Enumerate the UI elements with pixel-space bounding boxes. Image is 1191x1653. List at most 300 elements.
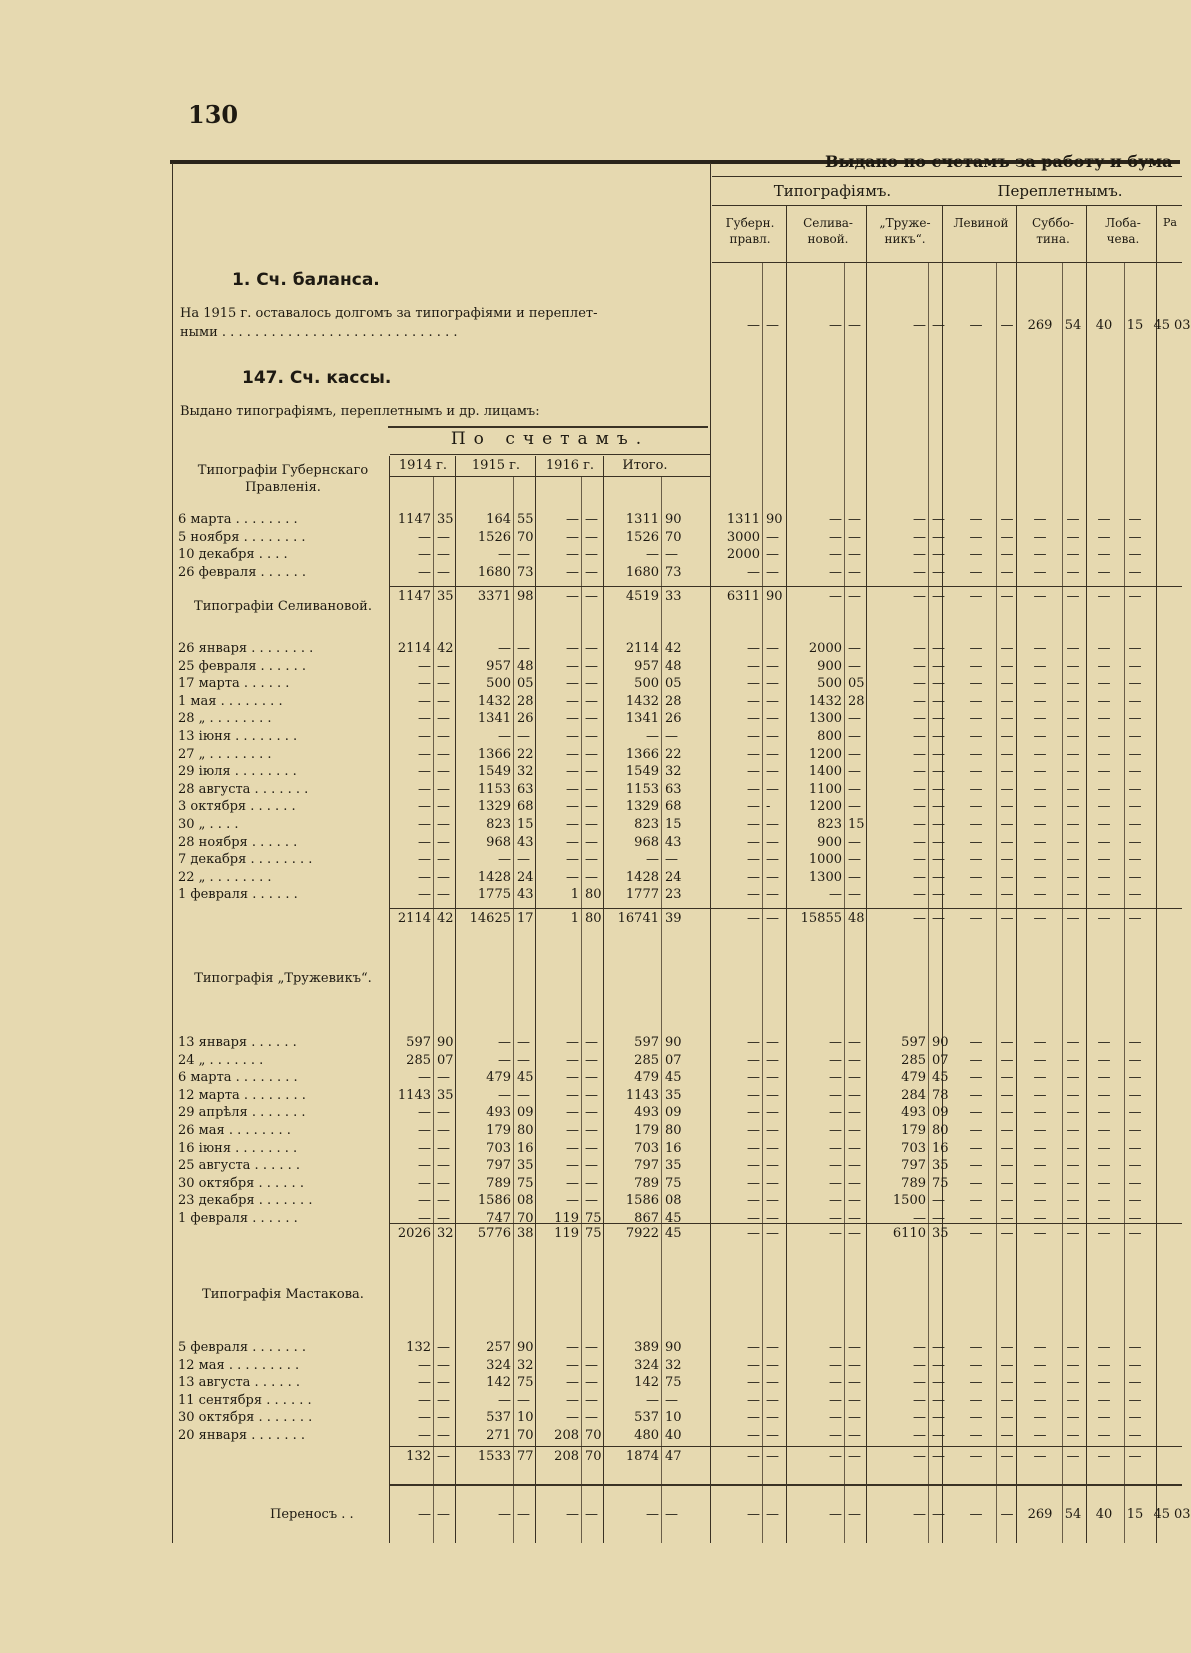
balance-value: 15 <box>1126 318 1144 333</box>
row-value: — <box>932 1428 945 1443</box>
balance-value: — <box>1000 318 1014 333</box>
row-value: — <box>848 1123 861 1138</box>
row-value: — <box>1066 1340 1080 1355</box>
row-value: — <box>747 1375 760 1391</box>
row-value: — <box>766 564 779 580</box>
row-value: — <box>1000 1375 1014 1391</box>
row-value: — <box>1033 852 1047 868</box>
total-value: 4519 <box>625 589 659 604</box>
row-value: — <box>848 1158 861 1174</box>
total-value: 35 <box>437 589 454 604</box>
kop-col-line <box>581 476 582 1543</box>
carry-value: 54 <box>1064 1507 1082 1522</box>
row-value: — <box>566 1193 579 1209</box>
row-value: — <box>766 817 779 832</box>
total-value: — <box>829 589 842 604</box>
row-value: — <box>932 869 945 885</box>
row-value: — <box>969 1392 983 1408</box>
row-value: — <box>1033 834 1047 850</box>
row-value: — <box>437 1193 450 1209</box>
ledger-main-title: Выдано по счетамъ за работу и бума <box>825 152 1173 171</box>
total-value: 39 <box>665 911 682 926</box>
year-col-line <box>603 456 604 1543</box>
carry-value: — <box>747 1507 760 1522</box>
total-value: 42 <box>437 911 454 926</box>
total-value: — <box>969 1226 983 1241</box>
row-value: 493 <box>486 1105 511 1121</box>
row-value: — <box>1128 764 1142 780</box>
row-value: — <box>1000 1357 1014 1373</box>
row-value: — <box>969 764 983 780</box>
total-value: — <box>766 1226 779 1241</box>
row-value: — <box>585 641 598 656</box>
row-value: 35 <box>665 1158 682 1174</box>
row-value: — <box>566 817 579 832</box>
total-value: 6311 <box>726 589 760 604</box>
total-value: — <box>1097 589 1111 604</box>
row-value: — <box>1097 676 1111 692</box>
row-value: 35 <box>665 1087 682 1103</box>
row-value: — <box>418 817 431 832</box>
row-value: — <box>829 1375 842 1391</box>
row-value: — <box>766 781 779 797</box>
row-value: — <box>969 1105 983 1121</box>
row-value: — <box>848 799 861 815</box>
row-value: 23 <box>665 887 682 903</box>
row-value: 09 <box>932 1105 949 1121</box>
row-value: 797 <box>486 1158 511 1174</box>
row-value: — <box>932 1340 945 1355</box>
row-value: — <box>848 869 861 885</box>
row-value: 747 <box>486 1211 511 1226</box>
row-value: — <box>1097 529 1111 545</box>
row-value: — <box>566 1357 579 1373</box>
row-value: — <box>1097 1070 1111 1086</box>
total-value: 90 <box>766 589 783 604</box>
po-schetam-rule <box>390 454 710 455</box>
row-value: — <box>585 1392 598 1408</box>
row-value: — <box>969 746 983 762</box>
row-value: — <box>969 1158 983 1174</box>
row-value: — <box>747 1357 760 1373</box>
row-value: — <box>848 1140 861 1156</box>
row-value: — <box>1033 817 1047 832</box>
row-value: — <box>1097 1087 1111 1103</box>
total-value: — <box>1033 911 1047 926</box>
row-value: — <box>1000 1211 1014 1226</box>
row-value: — <box>747 1193 760 1209</box>
row-value: — <box>418 852 431 868</box>
row-value: 1000 <box>808 852 842 868</box>
total-value: 17 <box>517 911 534 926</box>
row-value: — <box>1066 729 1080 744</box>
row-value: — <box>913 817 926 832</box>
balance-value: — <box>913 318 926 333</box>
row-value: 70 <box>517 1211 534 1226</box>
row-value: — <box>932 852 945 868</box>
row-value: 1680 <box>477 564 511 580</box>
row-label: 5 февраля . . . . . . . <box>178 1340 306 1355</box>
total-value: — <box>969 589 983 604</box>
row-value: — <box>585 529 598 545</box>
row-value: — <box>766 1087 779 1103</box>
row-value: — <box>585 1140 598 1156</box>
carry-label: Переносъ . . <box>270 1507 354 1522</box>
row-value: — <box>585 746 598 762</box>
row-value: — <box>969 711 983 727</box>
row-value: 22 <box>517 746 534 762</box>
row-value: 257 <box>486 1340 511 1355</box>
row-value: — <box>747 1123 760 1138</box>
kop-col-line <box>661 476 662 1543</box>
row-value: — <box>766 1357 779 1373</box>
row-value: — <box>932 1375 945 1391</box>
carry-rule <box>389 1484 1182 1486</box>
row-value: — <box>566 781 579 797</box>
row-value: — <box>1097 852 1111 868</box>
row-value: — <box>1128 1035 1142 1050</box>
row-label: 1 февраля . . . . . . <box>178 887 298 903</box>
row-value: — <box>932 781 945 797</box>
row-value: — <box>766 1340 779 1355</box>
row-value: — <box>566 869 579 885</box>
total-value: — <box>566 589 579 604</box>
row-value: — <box>1000 1087 1014 1103</box>
row-value: 1300 <box>808 869 842 885</box>
row-value: — <box>913 729 926 744</box>
row-value: — <box>969 1035 983 1050</box>
row-value: 90 <box>766 512 783 527</box>
total-value: 14625 <box>469 911 511 926</box>
row-value: — <box>1128 1052 1142 1068</box>
row-label: 29 іюля . . . . . . . . <box>178 764 297 780</box>
row-value: — <box>418 711 431 727</box>
row-value: — <box>1128 1428 1142 1443</box>
row-value: — <box>1033 711 1047 727</box>
total-value: — <box>969 1449 983 1464</box>
row-value: 35 <box>932 1158 949 1174</box>
row-value: — <box>848 529 861 545</box>
row-value: — <box>585 781 598 797</box>
typographies-header: Типографіямъ. <box>773 182 892 200</box>
row-value: — <box>969 834 983 850</box>
row-value: 07 <box>932 1052 949 1068</box>
row-value: 1 <box>570 887 579 903</box>
row-value: 968 <box>634 834 659 850</box>
row-value: 1526 <box>625 529 659 545</box>
row-value: — <box>517 729 530 744</box>
row-value: 32 <box>517 764 534 780</box>
row-value: — <box>1097 693 1111 709</box>
row-value: 70 <box>517 529 534 545</box>
header-rule-2 <box>712 205 1182 206</box>
row-value: 1153 <box>625 781 659 797</box>
row-value: — <box>747 799 760 815</box>
row-value: — <box>646 547 659 563</box>
row-value: — <box>437 781 450 797</box>
row-value: — <box>1128 799 1142 815</box>
row-value: 479 <box>901 1070 926 1086</box>
row-value: — <box>1128 1175 1142 1191</box>
row-value: — <box>913 641 926 656</box>
carry-value: 40 <box>1095 1507 1113 1522</box>
row-value: — <box>418 1357 431 1373</box>
row-value: — <box>932 512 945 527</box>
total-value: — <box>1033 1449 1047 1464</box>
row-value: — <box>517 1392 530 1408</box>
row-value: — <box>1033 869 1047 885</box>
row-value: 1311 <box>625 512 659 527</box>
row-value: 597 <box>634 1035 659 1050</box>
row-value: — <box>969 1211 983 1226</box>
row-value: — <box>1000 1105 1014 1121</box>
carry-value: — <box>665 1507 678 1522</box>
row-value: — <box>437 817 450 832</box>
row-value: — <box>1000 869 1014 885</box>
total-value: 119 <box>554 1226 579 1241</box>
row-value: — <box>1066 1193 1080 1209</box>
row-value: — <box>829 1428 842 1443</box>
row-value: 68 <box>665 799 682 815</box>
row-value: — <box>1000 1140 1014 1156</box>
row-value: 42 <box>437 641 454 656</box>
row-value: 45 <box>665 1211 682 1226</box>
row-value: — <box>1000 887 1014 903</box>
row-value: — <box>1033 547 1047 563</box>
row-value: — <box>913 529 926 545</box>
row-value: — <box>1033 1193 1047 1209</box>
row-value: 164 <box>486 512 511 527</box>
row-value: 271 <box>486 1428 511 1443</box>
row-value: — <box>437 1158 450 1174</box>
row-value: — <box>665 547 678 563</box>
row-value: — <box>766 1410 779 1426</box>
row-label: 25 февраля . . . . . . <box>178 658 306 674</box>
row-value: — <box>665 729 678 744</box>
row-value: — <box>932 887 945 903</box>
row-value: — <box>517 1052 530 1068</box>
row-value: 78 <box>932 1087 949 1103</box>
ledger-col-header: Селива-новой. <box>803 216 853 246</box>
row-value: — <box>1097 1175 1111 1191</box>
po-schetam-top-rule <box>388 426 708 428</box>
row-value: — <box>766 1193 779 1209</box>
row-value: — <box>1066 1087 1080 1103</box>
row-value: — <box>1128 1123 1142 1138</box>
year-heads-rule <box>390 476 710 477</box>
row-value: — <box>1066 676 1080 692</box>
section-balance-title: 1. Сч. баланса. <box>232 270 380 290</box>
balance-text-line-1: На 1915 г. оставалось долгомъ за типографіями и переплет- <box>180 306 598 321</box>
row-label: 22 „ . . . . . . . . <box>178 869 272 885</box>
row-value: 32 <box>517 1357 534 1373</box>
row-value: — <box>766 1211 779 1226</box>
group-title: Типографія „Тружевикъ“. <box>194 971 372 986</box>
row-value: 90 <box>665 1340 682 1355</box>
row-value: — <box>829 887 842 903</box>
row-value: — <box>1033 1428 1047 1443</box>
row-value: — <box>1033 1175 1047 1191</box>
row-value: — <box>1128 1070 1142 1086</box>
total-value: — <box>1000 1226 1014 1241</box>
row-value: — <box>1066 764 1080 780</box>
row-value: — <box>747 1105 760 1121</box>
row-value: — <box>848 1392 861 1408</box>
row-value: 35 <box>437 512 454 527</box>
row-value: — <box>1066 1070 1080 1086</box>
ledger-col-header: Губерн. правл. <box>725 216 775 246</box>
row-value: — <box>437 1123 450 1138</box>
row-value: — <box>848 1175 861 1191</box>
row-value: — <box>1000 1340 1014 1355</box>
row-value: 24 <box>517 869 534 885</box>
ledger-col-header: Суббо-тина. <box>1032 216 1074 246</box>
row-value: 75 <box>932 1175 949 1191</box>
row-label: 30 октября . . . . . . . <box>178 1410 313 1426</box>
row-value: — <box>913 834 926 850</box>
row-value: — <box>1000 817 1014 832</box>
ledger-col-header: Лоба-чева. <box>1105 216 1141 246</box>
row-value: — <box>829 564 842 580</box>
row-value: 10 <box>665 1410 682 1426</box>
ledger-col-header-cut: Ра <box>1163 216 1177 229</box>
row-value: — <box>1033 781 1047 797</box>
row-value: — <box>1033 729 1047 744</box>
total-value: 6110 <box>892 1226 926 1241</box>
total-value: — <box>1128 1226 1142 1241</box>
balance-text-line-2: ными . . . . . . . . . . . . . . . . . . . . . . . . . . . . . <box>180 325 458 340</box>
row-value: 1366 <box>477 746 511 762</box>
row-value: — <box>418 1105 431 1121</box>
total-value: 47 <box>665 1449 682 1464</box>
row-value: 63 <box>665 781 682 797</box>
row-value: — <box>766 1105 779 1121</box>
row-value: — <box>418 1375 431 1391</box>
row-value: — <box>829 1175 842 1191</box>
row-value: — <box>1097 1140 1111 1156</box>
row-value: — <box>829 1123 842 1138</box>
row-value: — <box>747 1340 760 1355</box>
row-value: — <box>913 693 926 709</box>
row-value: — <box>1033 887 1047 903</box>
row-value: — <box>566 1340 579 1355</box>
row-value: — <box>418 887 431 903</box>
row-value: — <box>1000 834 1014 850</box>
carry-value: — <box>913 1507 926 1522</box>
row-value: — <box>1066 1158 1080 1174</box>
row-value: — <box>747 564 760 580</box>
row-value: — <box>1128 746 1142 762</box>
row-value: — <box>932 1392 945 1408</box>
row-value: — <box>1033 1123 1047 1138</box>
row-value: — <box>969 693 983 709</box>
row-value: 968 <box>486 834 511 850</box>
row-value: — <box>969 1140 983 1156</box>
carry-value: — <box>418 1507 431 1522</box>
row-value: 16 <box>517 1140 534 1156</box>
row-value: — <box>1066 1392 1080 1408</box>
carry-value: — <box>437 1507 450 1522</box>
row-value: — <box>747 852 760 868</box>
row-value: — <box>747 1211 760 1226</box>
row-value: — <box>747 729 760 744</box>
total-value: — <box>766 911 779 926</box>
row-label: 7 декабря . . . . . . . . <box>178 852 313 868</box>
total-value: 48 <box>848 911 865 926</box>
row-value: 70 <box>517 1428 534 1443</box>
row-value: — <box>566 693 579 709</box>
row-value: — <box>766 852 779 868</box>
row-value: 10 <box>517 1410 534 1426</box>
row-value: — <box>829 1105 842 1121</box>
balance-value: — <box>848 318 861 333</box>
row-value: — <box>766 1035 779 1050</box>
row-value: — <box>585 1410 598 1426</box>
row-value: — <box>585 817 598 832</box>
total-value: — <box>747 911 760 926</box>
row-value: 80 <box>665 1123 682 1138</box>
row-label: 25 августа . . . . . . <box>178 1158 301 1174</box>
row-value: — <box>1097 564 1111 580</box>
row-value: — <box>566 529 579 545</box>
row-label: 1 мая . . . . . . . . <box>178 693 283 709</box>
group-title: Типографіи Губернскаго Правленія. <box>197 463 369 495</box>
row-value: — <box>585 852 598 868</box>
row-value: 284 <box>901 1087 926 1103</box>
total-value: 16741 <box>617 911 659 926</box>
row-value: 2114 <box>397 641 431 656</box>
kop-col-line <box>433 476 434 1543</box>
row-value: — <box>932 834 945 850</box>
carry-value: 03 <box>1174 1507 1191 1522</box>
row-value: — <box>1128 1392 1142 1408</box>
row-value: — <box>747 1428 760 1443</box>
row-value: — <box>418 799 431 815</box>
row-value: — <box>585 799 598 815</box>
row-value: — <box>566 1087 579 1103</box>
total-value: 33 <box>665 589 682 604</box>
row-value: — <box>913 547 926 563</box>
row-value: — <box>566 1070 579 1086</box>
ledger-col-line <box>786 205 787 1543</box>
row-value: — <box>766 764 779 780</box>
carry-value: — <box>566 1507 579 1522</box>
row-value: — <box>1066 1428 1080 1443</box>
row-value: 142 <box>634 1375 659 1391</box>
row-value: — <box>437 1175 450 1191</box>
row-value: — <box>1128 1140 1142 1156</box>
row-value: — <box>766 658 779 674</box>
row-value: 1428 <box>625 869 659 885</box>
row-value: 1200 <box>808 746 842 762</box>
row-value: — <box>848 1052 861 1068</box>
row-value: — <box>566 746 579 762</box>
row-value: — <box>1033 1340 1047 1355</box>
row-value: — <box>766 729 779 744</box>
total-value: 1147 <box>397 589 431 604</box>
row-value: — <box>1033 1357 1047 1373</box>
row-value: 16 <box>665 1140 682 1156</box>
row-value: — <box>566 1035 579 1050</box>
row-value: — <box>418 676 431 692</box>
row-value: — <box>932 658 945 674</box>
row-value: — <box>498 852 511 868</box>
row-value: — <box>747 1052 760 1068</box>
row-label: 30 „ . . . . <box>178 817 239 832</box>
row-value: — <box>566 658 579 674</box>
row-value: — <box>437 1410 450 1426</box>
row-value: 68 <box>517 799 534 815</box>
